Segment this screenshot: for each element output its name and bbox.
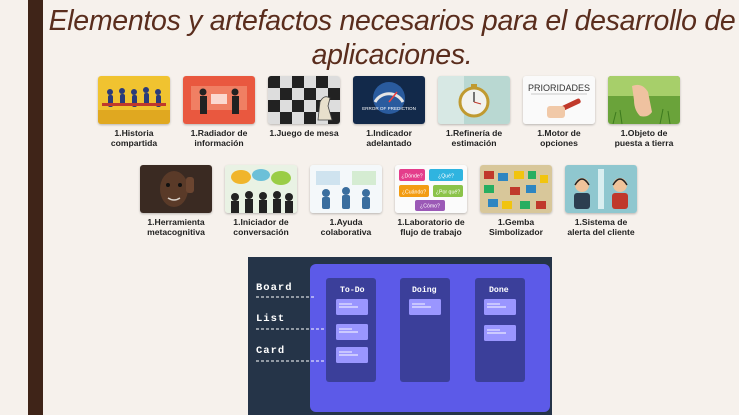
speech-bubbles-icon [225,165,297,213]
artifact-caption: 1.Iniciador de conversación [233,217,289,237]
artifact-card-6 [521,76,597,148]
artifact-card-7 [606,76,682,148]
card-label: Card [256,345,286,357]
artifact-caption: 1.Ayuda colaborativa [320,217,372,237]
artifact-caption: 1.Indicador adelantado [366,128,412,148]
list-label: List [256,313,286,325]
chess-board-icon [268,76,340,124]
artifact-card-5 [436,76,512,148]
artifact-caption: 1.Laboratorio de flujo de trabajo [397,217,465,237]
artifact-caption: 1.Motor de opciones [537,128,581,148]
left-accent-bar [28,0,43,415]
artifact-card-1 [96,76,172,148]
artifact-caption: 1.Radiador de información [190,128,248,148]
column-title-doing: Doing [412,286,437,295]
artifact-card-10 [308,165,384,237]
artifact-caption: 1.Historia compartida [110,128,158,148]
artifact-card-8 [138,165,214,237]
svg-text:¿Cuándo?: ¿Cuándo? [401,189,427,196]
priorities-note-icon [523,76,595,124]
artifact-card-13 [563,165,639,237]
team-race-icon [98,76,170,124]
artifact-card-2 [181,76,257,148]
thinking-man-icon [140,165,212,213]
foot-grass-icon [608,76,680,124]
kanban-svg [248,257,552,415]
artifact-caption: 1.Gemba Simbolizador [489,217,543,237]
error-gauge-icon [353,76,425,124]
artifact-caption: 1.Herramienta metacognitiva [147,217,205,237]
stopwatch-icon [438,76,510,124]
customer-support-icon [565,165,637,213]
svg-text:ERROR OF PREDICTION: ERROR OF PREDICTION [362,106,416,111]
slide-title: Elementos y artefactos necesarios para el desarrollo de aplicaciones. [48,5,736,71]
svg-text:¿Por qué?: ¿Por qué? [435,189,461,196]
artifact-card-11 [393,165,469,237]
board-label: Board [256,282,293,294]
artifact-caption: 1.Sistema de alerta del cliente [567,217,635,237]
collaboration-icon [310,165,382,213]
kanban-diagram [248,257,552,415]
business-people-icon [183,76,255,124]
column-title-done: Done [489,286,509,295]
artifact-card-9 [223,165,299,237]
artifact-caption: 1.Juego de mesa [269,128,339,138]
artifact-card-12 [478,165,554,237]
svg-text:¿Qué?: ¿Qué? [438,173,454,180]
artifact-caption: 1.Refinería de estimación [445,128,503,148]
column-title-todo: To-Do [340,286,365,295]
questions-icon [395,165,467,213]
svg-text:¿Cómo?: ¿Cómo? [420,203,440,210]
artifact-card-3 [266,76,342,139]
svg-text:PRIORIDADES: PRIORIDADES [527,83,591,93]
svg-text:¿Dónde?: ¿Dónde? [401,173,423,180]
artifact-card-4 [351,76,427,148]
supermarket-icon [480,165,552,213]
artifact-caption: 1.Objeto de puesta a tierra [614,128,674,148]
